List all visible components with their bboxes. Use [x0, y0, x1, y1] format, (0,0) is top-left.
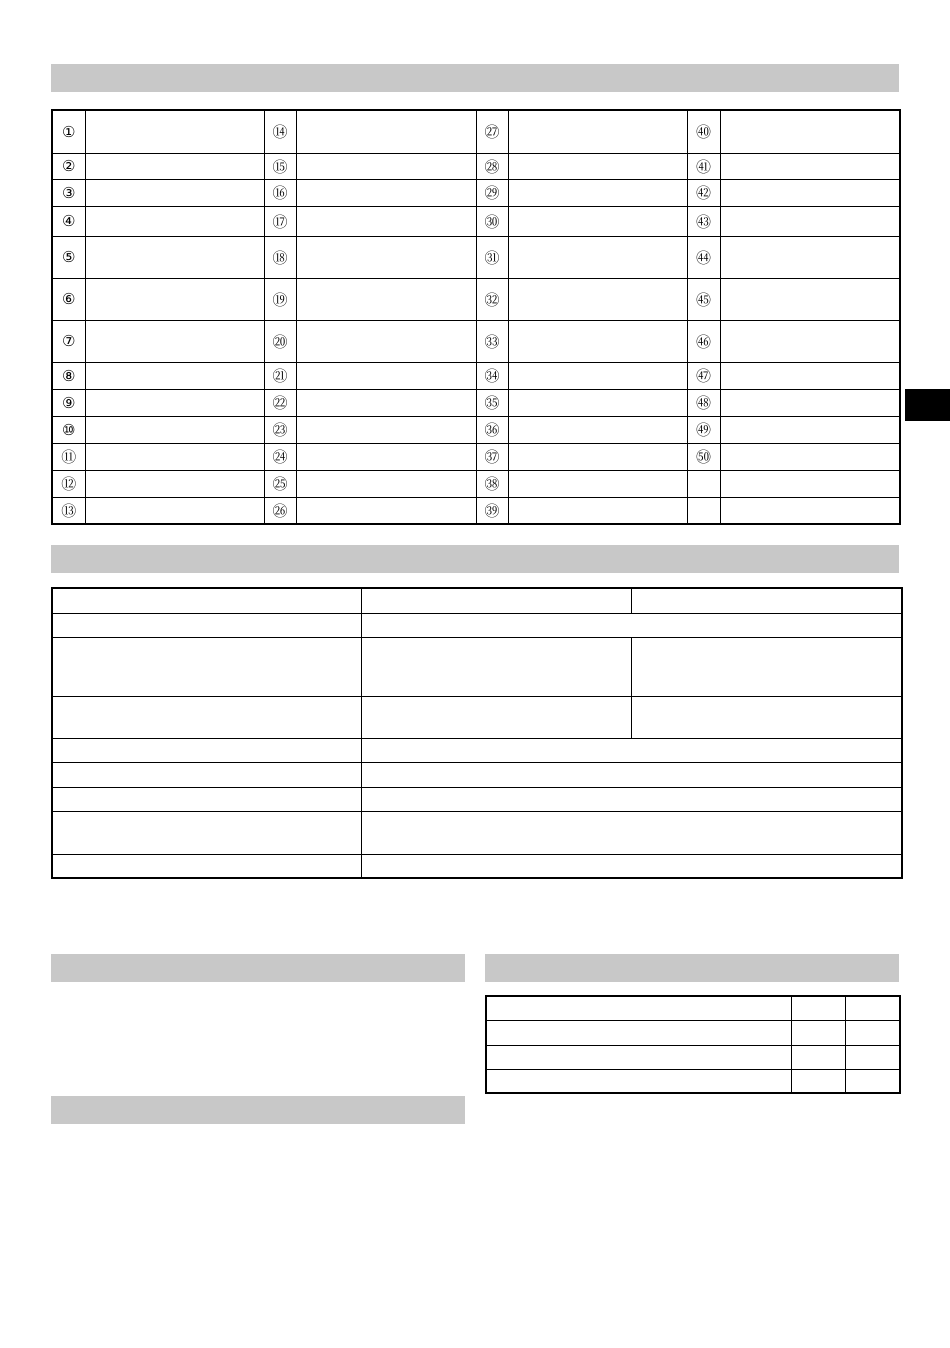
spec-label — [52, 588, 361, 613]
part-name — [296, 497, 476, 524]
part-name — [508, 110, 687, 153]
spec-row — [52, 854, 902, 878]
part-name — [85, 206, 264, 236]
section-header-bar-right — [485, 954, 899, 982]
small-table-row — [486, 1020, 900, 1045]
part-number: ㉜ — [476, 278, 508, 320]
part-name — [720, 389, 900, 416]
part-name — [508, 389, 687, 416]
part-name — [508, 278, 687, 320]
part-number: ⑬ — [52, 497, 85, 524]
part-number: ㉚ — [476, 206, 508, 236]
spec-value — [361, 854, 902, 878]
part-number — [687, 470, 720, 497]
part-name — [720, 416, 900, 443]
spec-row — [52, 811, 902, 854]
part-name — [85, 110, 264, 153]
part-name — [85, 389, 264, 416]
part-name — [508, 362, 687, 389]
spec-label — [52, 787, 361, 811]
part-name — [85, 179, 264, 206]
part-number: ㊴ — [476, 497, 508, 524]
part-number: ④ — [52, 206, 85, 236]
small-table-row — [486, 1045, 900, 1069]
part-name — [720, 153, 900, 179]
parts-row — [52, 236, 900, 278]
part-number: ③ — [52, 179, 85, 206]
part-number: ㉞ — [476, 362, 508, 389]
part-number: ⑩ — [52, 416, 85, 443]
part-name — [296, 206, 476, 236]
part-name — [508, 416, 687, 443]
part-number: ㊽ — [687, 389, 720, 416]
parts-row — [52, 320, 900, 362]
part-name — [508, 470, 687, 497]
part-name — [720, 470, 900, 497]
parts-row — [52, 179, 900, 206]
part-name — [296, 236, 476, 278]
spec-label — [52, 811, 361, 854]
part-number: ㊻ — [687, 320, 720, 362]
spec-value — [361, 588, 631, 613]
spec-label — [52, 696, 361, 738]
part-number: ㊲ — [476, 443, 508, 470]
spec-row — [52, 637, 902, 696]
part-number: ㉘ — [476, 153, 508, 179]
part-number: ㉛ — [476, 236, 508, 278]
parts-row — [52, 278, 900, 320]
spec-value — [361, 811, 902, 854]
spec-value — [361, 637, 631, 696]
part-name — [508, 236, 687, 278]
part-number: ⑯ — [264, 179, 296, 206]
small-table — [485, 995, 901, 1094]
part-name — [508, 153, 687, 179]
part-number: ㉖ — [264, 497, 296, 524]
part-name — [85, 153, 264, 179]
part-number: ① — [52, 110, 85, 153]
part-number: ② — [52, 153, 85, 179]
spec-row — [52, 696, 902, 738]
part-number: ㊾ — [687, 416, 720, 443]
chapter-tab — [905, 389, 950, 421]
part-number: ⑪ — [52, 443, 85, 470]
parts-row — [52, 206, 900, 236]
part-name — [720, 362, 900, 389]
part-name — [85, 497, 264, 524]
spec-value — [361, 787, 902, 811]
part-name — [720, 320, 900, 362]
spec-row — [52, 762, 902, 787]
part-name — [296, 278, 476, 320]
part-number: ⑥ — [52, 278, 85, 320]
part-name — [296, 470, 476, 497]
part-name — [508, 497, 687, 524]
part-number: ㊱ — [476, 416, 508, 443]
part-number: ㉓ — [264, 416, 296, 443]
spec-label — [52, 762, 361, 787]
part-name — [85, 320, 264, 362]
part-number: ㉔ — [264, 443, 296, 470]
part-number: ⑧ — [52, 362, 85, 389]
parts-row — [52, 470, 900, 497]
spec-label — [52, 637, 361, 696]
part-name — [296, 389, 476, 416]
spec-row — [52, 613, 902, 637]
part-name — [296, 443, 476, 470]
parts-table — [51, 109, 901, 525]
part-name — [508, 206, 687, 236]
parts-row — [52, 443, 900, 470]
spec-row — [52, 738, 902, 762]
part-name — [296, 153, 476, 179]
parts-row — [52, 416, 900, 443]
part-name — [508, 443, 687, 470]
spec-value — [361, 762, 902, 787]
part-number: ㉑ — [264, 362, 296, 389]
parts-row — [52, 110, 900, 153]
part-name — [720, 236, 900, 278]
part-number: ⑫ — [52, 470, 85, 497]
part-name — [85, 278, 264, 320]
section-header-bar-left-2 — [51, 1096, 465, 1124]
part-name — [296, 110, 476, 153]
spec-value — [361, 738, 902, 762]
part-number — [687, 497, 720, 524]
part-number: ⑭ — [264, 110, 296, 153]
part-number: ㊳ — [476, 470, 508, 497]
part-number: ㊵ — [687, 110, 720, 153]
part-number: ㊷ — [687, 179, 720, 206]
part-number: ㉝ — [476, 320, 508, 362]
spec-value — [361, 696, 631, 738]
part-name — [720, 179, 900, 206]
parts-row — [52, 153, 900, 179]
small-table-row — [486, 996, 900, 1020]
part-number: ㊹ — [687, 236, 720, 278]
part-name — [296, 416, 476, 443]
parts-row — [52, 362, 900, 389]
small-table-row — [486, 1069, 900, 1093]
part-number: ⑰ — [264, 206, 296, 236]
spec-label — [52, 613, 361, 637]
spec-row — [52, 588, 902, 613]
part-number: ⑱ — [264, 236, 296, 278]
part-number: ㊼ — [687, 362, 720, 389]
part-name — [85, 236, 264, 278]
part-name — [508, 320, 687, 362]
part-name — [85, 443, 264, 470]
part-number: ⑤ — [52, 236, 85, 278]
specifications-table — [51, 587, 903, 879]
part-name — [720, 278, 900, 320]
parts-row — [52, 497, 900, 524]
part-name — [296, 362, 476, 389]
part-number: ⑨ — [52, 389, 85, 416]
part-number: ㉟ — [476, 389, 508, 416]
part-number: ㉙ — [476, 179, 508, 206]
part-number: ㊿ — [687, 443, 720, 470]
part-number: ㉒ — [264, 389, 296, 416]
part-number: ㊸ — [687, 206, 720, 236]
part-name — [85, 470, 264, 497]
part-name — [508, 179, 687, 206]
part-number: ㉕ — [264, 470, 296, 497]
part-name — [720, 206, 900, 236]
part-name — [85, 416, 264, 443]
spec-label — [52, 738, 361, 762]
part-number: ㊺ — [687, 278, 720, 320]
parts-row — [52, 389, 900, 416]
part-name — [720, 443, 900, 470]
part-name — [720, 497, 900, 524]
section-header-bar-specifications — [51, 545, 899, 573]
spec-label — [52, 854, 361, 878]
section-header-bar-parts — [51, 64, 899, 92]
part-number: ⑲ — [264, 278, 296, 320]
spec-value — [631, 588, 902, 613]
part-name — [720, 110, 900, 153]
spec-value — [361, 613, 902, 637]
part-number: ⑦ — [52, 320, 85, 362]
section-header-bar-left-1 — [51, 954, 465, 982]
part-number: ㉗ — [476, 110, 508, 153]
part-number: ⑮ — [264, 153, 296, 179]
spec-value — [631, 696, 902, 738]
part-number: ⑳ — [264, 320, 296, 362]
part-name — [296, 320, 476, 362]
spec-value — [631, 637, 902, 696]
spec-row — [52, 787, 902, 811]
part-name — [85, 362, 264, 389]
part-number: ㊶ — [687, 153, 720, 179]
part-name — [296, 179, 476, 206]
